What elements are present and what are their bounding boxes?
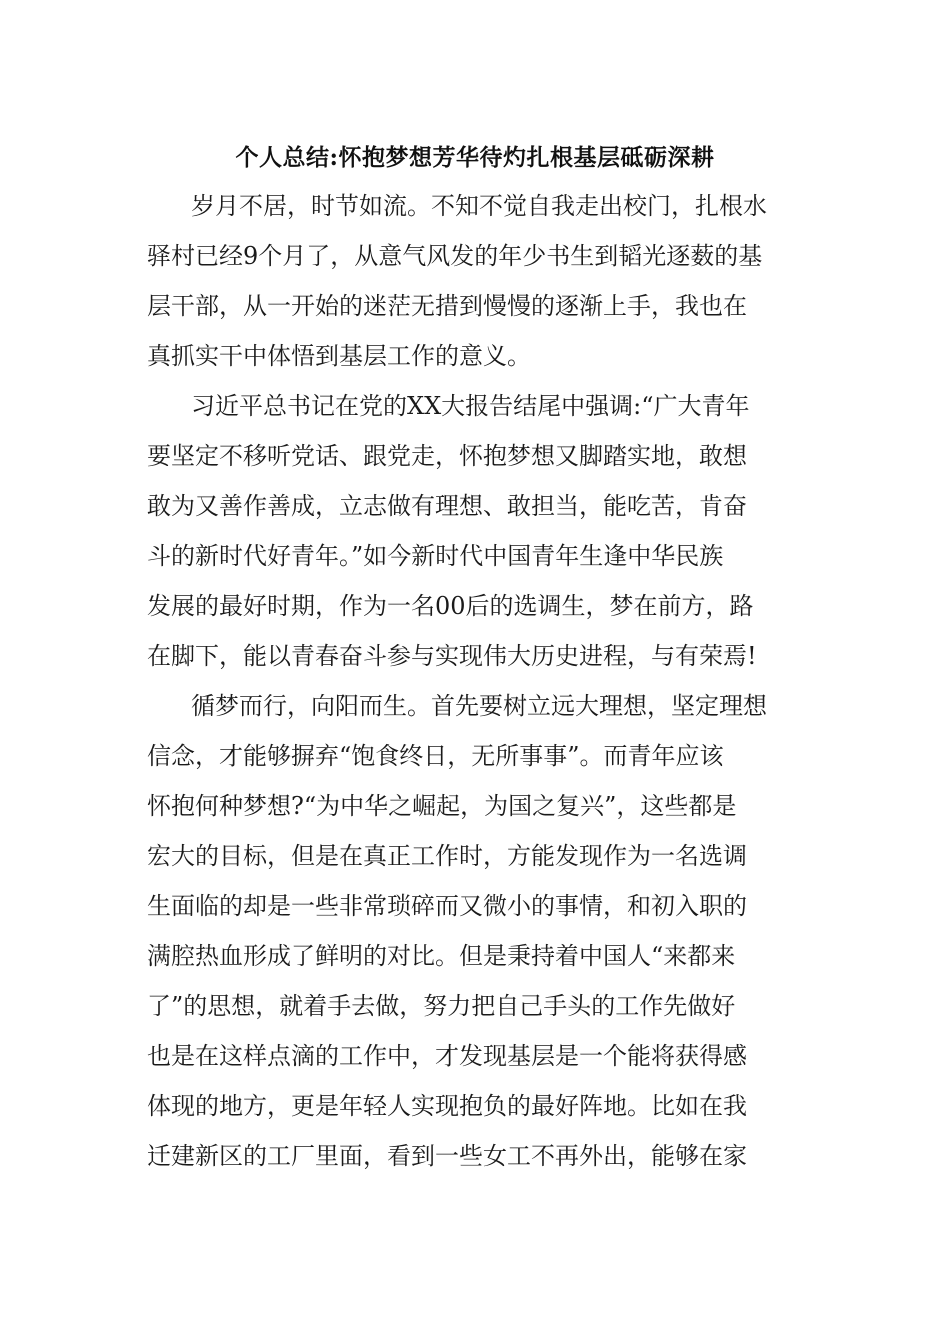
paragraph-2 [147, 381, 807, 681]
paragraph-3 [147, 681, 807, 1181]
text-line: 在脚下，能以青春奋斗参与实现伟大历史进程，与有荣焉! [147, 642, 757, 670]
text-line: 习近平总书记在党的XX大报告结尾中强调:“广大青年 [191, 392, 750, 420]
text-line: 了”的思想，就着手去做，努力把自己手头的工作先做好 [147, 992, 736, 1020]
text-line: 也是在这样点滴的工作中，才发现基层是一个能将获得感 [147, 1042, 747, 1070]
text-line: 真抓实干中体悟到基层工作的意义。 [147, 342, 531, 370]
text-line: 岁月不居，时节如流。不知不觉自我走出校门，扎根水 [191, 192, 767, 220]
text-line: 怀抱何种梦想?“为中华之崛起，为国之复兴”，这些都是 [147, 792, 737, 820]
text-line: 宏大的目标，但是在真正工作时，方能发现作为一名选调 [147, 842, 747, 870]
text-line: 斗的新时代好青年。”如今新时代中国青年生逢中华民族 [147, 542, 724, 570]
paragraph-1 [147, 181, 807, 381]
text-line: 体现的地方，更是年轻人实现抱负的最好阵地。比如在我 [147, 1092, 747, 1120]
text-line: 循梦而行，向阳而生。首先要树立远大理想，坚定理想 [191, 692, 767, 720]
text-line: 驿村已经9个月了，从意气风发的年少书生到韬光逐薮的基 [147, 242, 763, 270]
text-line: 层干部，从一开始的迷茫无措到慢慢的逐渐上手，我也在 [147, 292, 747, 320]
text-line: 敢为又善作善成，立志做有理想、敢担当，能吃苦，肯奋 [147, 492, 747, 520]
document-title: 个人总结:怀抱梦想芳华待灼扎根基层砥砺深耕 [235, 144, 715, 171]
document-body [147, 181, 807, 1181]
text-line: 生面临的却是一些非常琐碎而又微小的事情，和初入职的 [147, 892, 747, 920]
text-line: 满腔热血形成了鲜明的对比。但是秉持着中国人“来都来 [147, 942, 736, 970]
text-line: 发展的最好时期，作为一名00后的选调生，梦在前方，路 [147, 592, 754, 620]
text-line: 迁建新区的工厂里面，看到一些女工不再外出，能够在家 [147, 1142, 747, 1170]
text-line: 信念，才能够摒弃“饱食终日，无所事事”。而青年应该 [147, 742, 724, 770]
text-line: 要坚定不移听党话、跟党走，怀抱梦想又脚踏实地，敢想 [147, 442, 747, 470]
